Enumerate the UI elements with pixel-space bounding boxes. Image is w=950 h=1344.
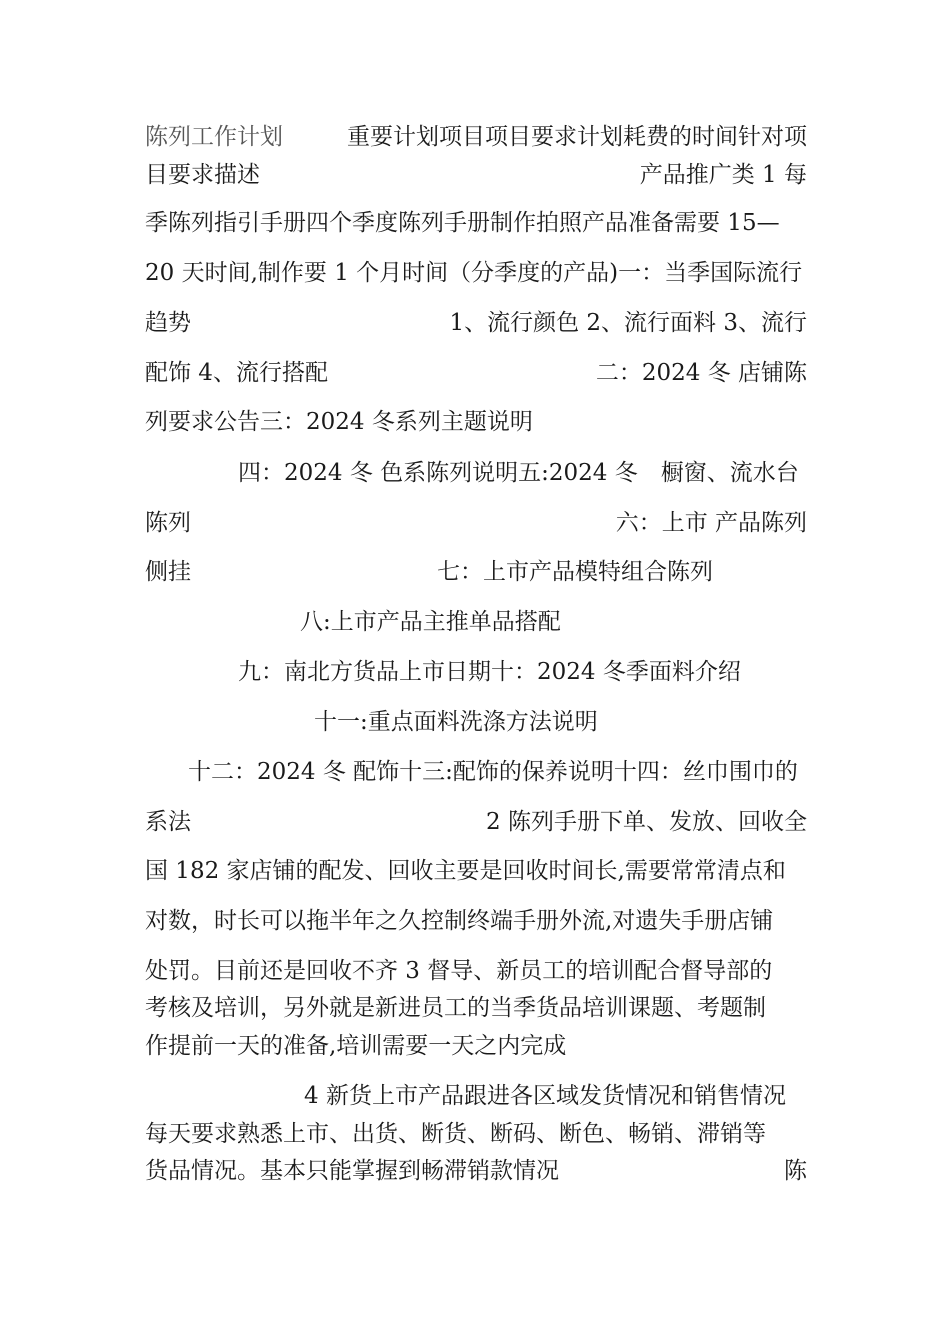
text-segment: 作提前一天的准备,培训需要一天之内完成 [145, 1033, 567, 1059]
text-line [238, 657, 807, 687]
text-segment: 趋势 [145, 310, 191, 336]
text-segment: 十一:重点面料洗涤方法说明 [314, 709, 598, 735]
text-segment: 货品情况。基本只能掌握到畅滞销款情况 [145, 1158, 559, 1184]
text-segment: 1、流行颜色 2、流行面料 3、流行 [449, 310, 807, 336]
text-line [145, 208, 807, 238]
text-segment: 六：上市 产品陈列 [615, 510, 807, 536]
text-segment: 处罚。目前还是回收不齐 3 督导、新员工的培训配合督导部的 [145, 958, 773, 984]
text-segment: 2 陈列手册下单、发放、回收全 [486, 809, 807, 835]
text-line [145, 807, 807, 837]
text-line [145, 160, 807, 190]
text-line [145, 1156, 807, 1186]
text-segment: 九：南北方货品上市日期十：2024 冬季面料介绍 [238, 659, 741, 685]
document-title: 陈列工作计划 [145, 124, 283, 150]
text-line [145, 258, 807, 288]
text-line [145, 993, 807, 1023]
text-line [145, 407, 807, 437]
text-segment: 七：上市产品模特组合陈列 [437, 559, 713, 585]
text-segment: 考核及培训，另外就是新进员工的当季货品培训课题、考题制 [145, 995, 766, 1021]
text-segment: 侧挂 [145, 559, 191, 585]
text-line [145, 358, 807, 388]
text-segment: 季陈列指引手册四个季度陈列手册制作拍照产品准备需要 15— [145, 210, 780, 236]
text-segment: 十二：2024 冬 配饰十三:配饰的保养说明十四：丝巾围巾的 [188, 759, 798, 785]
text-segment: 对数，时长可以拖半年之久控制终端手册外流,对遗失手册店铺 [145, 908, 774, 934]
text-segment: 配饰 4、流行搭配 [145, 360, 328, 386]
text-line [238, 458, 807, 488]
text-segment: 4 新货上市产品跟进各区域发货情况和销售情况 [304, 1083, 786, 1109]
text-segment: 四：2024 冬 色系陈列说明五:2024 冬 橱窗、流水台 [238, 460, 799, 486]
text-segment: 系法 [145, 809, 191, 835]
text-segment: 陈列 [145, 510, 191, 536]
text-line [145, 956, 807, 986]
text-line [145, 906, 807, 936]
text-segment: 每天要求熟悉上市、出货、断货、断码、断色、畅销、滞销等 [145, 1121, 766, 1147]
text-line [188, 757, 807, 787]
text-segment: 国 182 家店铺的配发、回收主要是回收时间长,需要常常清点和 [145, 858, 786, 884]
text-line [145, 308, 807, 338]
text-line [300, 607, 807, 637]
text-line [145, 1119, 807, 1149]
text-segment: 陈 [784, 1158, 807, 1184]
text-line [145, 1031, 807, 1061]
text-segment: 二：2024 冬 店铺陈 [595, 360, 807, 386]
text-segment: 20 天时间,制作要 1 个月时间（分季度的产品)一：当季国际流行 [145, 260, 803, 286]
text-line [304, 1081, 807, 1111]
text-line [145, 856, 807, 886]
text-line [314, 707, 807, 737]
text-segment: 八:上市产品主推单品搭配 [300, 609, 561, 635]
text-segment: 目要求描述 [145, 162, 260, 188]
text-segment: 列要求公告三：2024 冬系列主题说明 [145, 409, 533, 435]
text-segment: 产品推广类 1 每 [639, 162, 807, 188]
text-line [145, 508, 807, 538]
text-line [145, 122, 807, 152]
text-segment: 重要计划项目项目要求计划耗费的时间针对项 [347, 124, 807, 150]
text-line [145, 557, 807, 587]
